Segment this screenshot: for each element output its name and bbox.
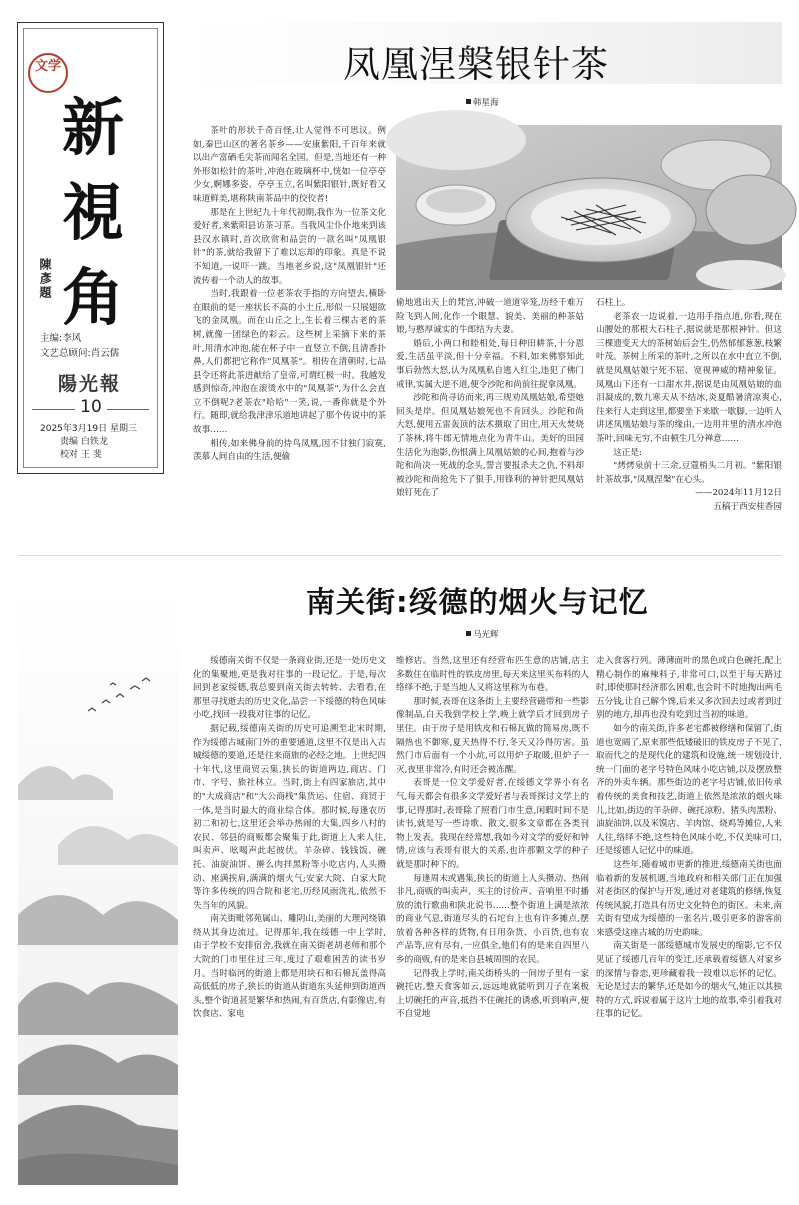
paragraph: 南关街毗邻苑属山、雕阴山,美丽的大理河绕镇绕从其身边流过。记得那年,我在绥德一中上学时,由于学校不安排宿舍,我就在南关街老胡老师和那个大院的门市里住过三年,度过了艰难困苦的读书岁月。当时临河的街道上都是用块石和石棉瓦盖得高高低低的房子,狭长的街道从街道东头延伸到街道西头,整个街道甚是繁华和热闹,有百货店,有影像店,有饮食店、家电 xyxy=(193,914,386,1020)
advisor-credit: 文艺总顾问:肖云儒 xyxy=(40,348,120,359)
paragraph: 偷地逃出天上的梵宫,冲破一道道宰笼,历经千难万险飞到人间,化作一个眼慧、貌美、美丽的种茶姑娘,与憨厚诚实的牛郎结为夫妻。 xyxy=(396,298,584,336)
article2-column-3 xyxy=(596,655,782,1187)
paragraph: 如今的南关街,许多老宅都被修缮和保留了,街道也宽阔了,原来那些低矮破旧的铁皮房子不见了,取而代之的是现代化的建筑和设施,统一规划设计,统一门面的老字号特色风味小吃店铺,以及摆放整齐的外卖车辆。那些街边的老字号店铺,依旧传承着传统的美食和技艺,街道上依然是浓浓的烟火味儿,比如,街边的羊杂碎、碗托凉粉、猪头肉黑粉、油旋油饼,以及米馍店、羊肉馆、烧鸡等摊位,人来人往,络绎不绝,这些特色风味小吃,不仅美味可口,还是绥德人记忆中的味道。 xyxy=(596,723,782,857)
page-number: 10 xyxy=(75,397,107,417)
masthead-credits xyxy=(40,331,160,361)
issue-info xyxy=(40,423,165,462)
tea-photo-illustration xyxy=(396,125,782,290)
paragraph: 维修店。当然,这里还有经营布匹生意的店铺,店主多数住在临时性的铁皮房里,每天来这里买布料的人络绎不绝,于是当地人又将这里称为布巷。 xyxy=(396,656,589,694)
article1-column-1 xyxy=(193,125,386,465)
byline-square-icon xyxy=(466,631,471,636)
article1-column-2 xyxy=(396,297,584,499)
byline-square-icon xyxy=(466,99,471,104)
article2-byline xyxy=(466,628,499,640)
masthead-char-jiao: 角 xyxy=(62,261,125,334)
article1-end-date: ——2024年11月12日 xyxy=(695,488,782,499)
paragraph: 记得我上学时,南关街桥头的一间房子里有一家碗托店,整天食客如云,远远地就能听到刀子在案板上切碗托的声音,抵挡不住碗托的诱惑,听到响声,便不自觉地 xyxy=(396,968,589,1020)
article2-title: 南关街:绥德的烟火与记忆 xyxy=(306,585,649,619)
article1-author: 韩星海 xyxy=(473,98,499,108)
paragraph: 南关街是一部绥德城市发展史的缩影,它不仅见证了绥德几百年的变迁,还承载着绥德人对家乡的深情与眷恋,更珍藏着我一段难以忘怀的记忆。无论是过去的繁华,还是如今的烟火气,她正以其独特的方式,诉说着属于这片土地的故事,牵引着我对往事的记忆。 xyxy=(596,941,782,1020)
paragraph: 茶叶的形状千奇百怪,让人觉得不可思议。例如,秦巴山区的著名茶乡——安康紫阳,千百年来就以出产富硒毛尖茶而闻名全国。但是,当地还有一种外形如松针的茶叶,冲泡在玻璃杯中,恍如一位亭亭少女,婀娜多姿、亭亭玉立,名叫紫阳银针,既好看又味道鲜美,堪称陕南茶品中的佼佼者! xyxy=(193,126,386,204)
paragraph: 绥德南关街不仅是一条商业街,还是一处历史文化的集聚地,更是我对往事的一段记忆。于是,每次回到老家绥德,我总要到南关街去转转、去看看,在那里寻找逝去的历史文化,品尝一下绥德的特色风味小吃,找回一段我对往事的记忆。 xyxy=(193,656,386,721)
masthead-box xyxy=(17,22,164,474)
article1-title: 凤凰涅槃银针茶 xyxy=(343,43,609,86)
editor-credit: 主编:李风 xyxy=(40,333,82,344)
wenxue-badge: 文学 xyxy=(28,53,68,93)
paragraph: 那是在上世纪九十年代初期,我作为一位茶文化爱好者,来紫阳县访茶习茶。当我风尘仆仆地来到该县汉水镇时,首次欣赏和品尝的一款名叫"凤凰银针"的茶,就给我留下了难以忘却的印象。真是不说不知道,一说吓一跳。当地老乡说,这"凤凰银针"还流传着一个动人的故事。 xyxy=(193,207,386,286)
paragraph: 表哥是一位文学爱好者,在绥德文学界小有名气,每天都会有很多文学爱好者与表哥探讨文学上的事,记得那时,表哥除了照看门市生意,闲暇时间不是读书,就是写一些诗歌、散文,很多文章都在各类刊物上发表。我现在经常想,我如今对文学的爱好和钟情,应该与表哥有很大的关系,也许那颗文学的种子就是那时种下的。 xyxy=(396,778,589,870)
article2-column-1 xyxy=(193,655,386,1187)
paragraph: 这些年,随着城市更新的推进,绥德南关街也面临着新的发展机遇,当地政府和相关部门正在加强对老街区的保护与开发,通过对老建筑的修缮,恢复传统风貌,打造具有历史文化特色的街区。未来,南关街有望成为绥德的一张名片,吸引更多的游客前来感受这座古城的历史韵味。 xyxy=(596,859,782,938)
masthead-char-shi: 視 xyxy=(62,176,125,249)
responsible-editor: 责编 白铁龙 xyxy=(60,437,108,447)
article1-end-place: 五稿于西安桂香园 xyxy=(713,501,782,512)
article1-column-3 xyxy=(596,297,782,512)
paragraph: 每逢周末或遇集,狭长的街道上人头攒动、热闹非凡,商贩的叫卖声、买主的讨价声、音响里不时播放的流行歌曲和陕北说书……整个街道上满是浓浓的商业气息,街道尽头的石坨台上也有许多摊点,摆放着各种各样的货物,有日用杂货、小百货,也有农产品等,应有尽有,一应俱全,他们有的是来自四里八乡的商贩,有的是来自县城周围的农民。 xyxy=(396,873,589,966)
section-divider xyxy=(18,555,782,556)
paragraph: 当时,我跟着一位老茶农手指的方向望去,横卧在眼前的是一座状长不高的小土丘,形似一只展翅欲飞的金凤凰。而在山丘之上,生长着三棵古老的茶树,就像一团绿色的彩云。这些树上采摘下来的茶叶,用清水冲泡,能在杯子中一直竖立不倒,且清香扑鼻,人们都把它称作"凤凰茶"。相传在清朝时,七品县令还将此茶进献给了皇帝,可谓红极一时。我越发感到惊奇,冲泡在滚烫水中的"凤凰茶",为什么会直立不倒呢?老茶农"哈哈"一笑,说,一番你就是个外行。随即,就给我津津乐道地讲起了那个传说中的茶故事…… xyxy=(193,289,386,436)
article2-column-2 xyxy=(396,655,589,1187)
issue-date: 2025年3月19日 星期三 xyxy=(40,424,137,434)
paragraph: 那时候,表哥在这条街上主要经营磁带和一些影像制品,白天我到学校上学,晚上就学后才回到房子里住。由于房子是用铁皮和石棉瓦做的简易房,既不隔热也不御寒,夏天热得不行,冬天又冷得厉害。虽然门市后面有一个小炕,可以用炉子取暖,但炉子一灭,夜里非常冷,有时还会被冻醒。 xyxy=(396,696,589,775)
ink-landscape-illustration xyxy=(18,585,178,1185)
article2-author: 马光辉 xyxy=(473,630,499,640)
paragraph: 走入食客行列。薄薄面叶的黑色或白色碗托,配上精心制作的麻辣料子,非常可口,以至于每天路过时,即使那时经济那么困难,也会时不时地掏出两毛五分钱,让自己解个馋,后来又多次回去过或者到过别的地方,却再也没有吃到过当初的味道。 xyxy=(596,656,782,721)
paragraph: 这正是: xyxy=(613,447,642,458)
paragraph: 据记载,绥德南关街的历史可追溯至北宋时期,作为绥德古城南门外的重要通道,这里不仅是出入古城绥德的要道,还是往来商旅的必经之地。上世纪四十年代,这里商贸云集,狭长的街道两边,商店、门市、字号、旅社林立。当时,街上有四家旅店,其中的"大成商店"和"大公商栈"集货运、住宿、商贸于一体,是当时最大的商业综合体。那时候,每逢农历初二和初七,这里还会举办热闹的大集,四乡八村的农民、邻县的商贩都会聚集于此,街道上人来人往,叫卖声、吆喝声此起彼伏。羊杂碎、钱钱饭、碗托、油旋油饼、擀么肉拌黑粉等小吃店内,人头攒动、座满挨肩,满满的烟火气;安家大院、白家大院等许多传统的四合院和老宅,历经风雨洗礼,依然不失当年的风貌。 xyxy=(193,723,386,911)
calligrapher-signature: 陳彥題 xyxy=(38,258,52,300)
proofreader: 校对 王 斐 xyxy=(60,450,102,460)
masthead-char-xin: 新 xyxy=(62,91,125,164)
paragraph: 沙陀和尚寻访而来,再三规劝凤凰姑娘,希望她回头是岸。但凤凰姑娘死也不肯回头。沙陀和尚大怒,便用五雷轰顶的法术摄取了田庄,用天火焚烧了茶林,将牛郎无情地点化为青牛山。美好的田园生活化为泡影,伤恨满上凤凰姑娘的心间,抱着与沙陀和尚决一死战的念头,誓言要报杀夫之仇,不料却被沙陀和尚抢先下了狠手,用锋利的神针把凤凰姑娘钉死在了 xyxy=(396,393,584,499)
paragraph: 老茶农一边说着,一边用手指点道,你看,现在山腰处的那根大石柱子,据说就是那根神针。但这三棵遗变天大的茶树始后会生,仍然郁郁葱葱,枝繁叶茂。茶树上所采的茶叶,之所以在水中直立不倒,就是凤凰姑娘宁死不屈、宽视神威的精神象征。凤凰山下还有一口甜水井,据说是由凤凰姑娘的血泪凝成的,数九寒天从不结冰,炎夏酷暑清凉爽心,往来行人走到这里,都要坐下来歇一歇脚,一边听人讲述凤凰姑娘与茶的缘由,一边用井里的清水冲泡茶叶,回味无穷,不由顿生几分禅意…… xyxy=(596,311,782,444)
paper-name: 陽光報 xyxy=(58,373,122,395)
paragraph: 婚后,小两口和睦相处,每日种田耕茶,十分恩爱,生活虽平淡,但十分幸福。不料,如来佛察知此事后勃然大怒,认为凤凰私自逃入红尘,违犯了佛门戒律,实属大逆不道,便令沙陀和尚前往捉拿凤凰。 xyxy=(396,338,584,390)
article1-byline xyxy=(466,96,499,108)
ink-landscape-art xyxy=(18,585,178,1185)
paragraph: "烤烤泉前十三余,豆蔻梢头二月初。"紫阳银针茶故事,"凤凰涅槃"在心头。 xyxy=(596,461,782,485)
tea-photo xyxy=(396,125,782,290)
paragraph: 石柱上。 xyxy=(596,298,631,308)
paragraph: 相传,如来佛身前的侍鸟凤凰,因不甘独门寂寞,羡慕人间自由的生活,便偷 xyxy=(193,438,386,463)
